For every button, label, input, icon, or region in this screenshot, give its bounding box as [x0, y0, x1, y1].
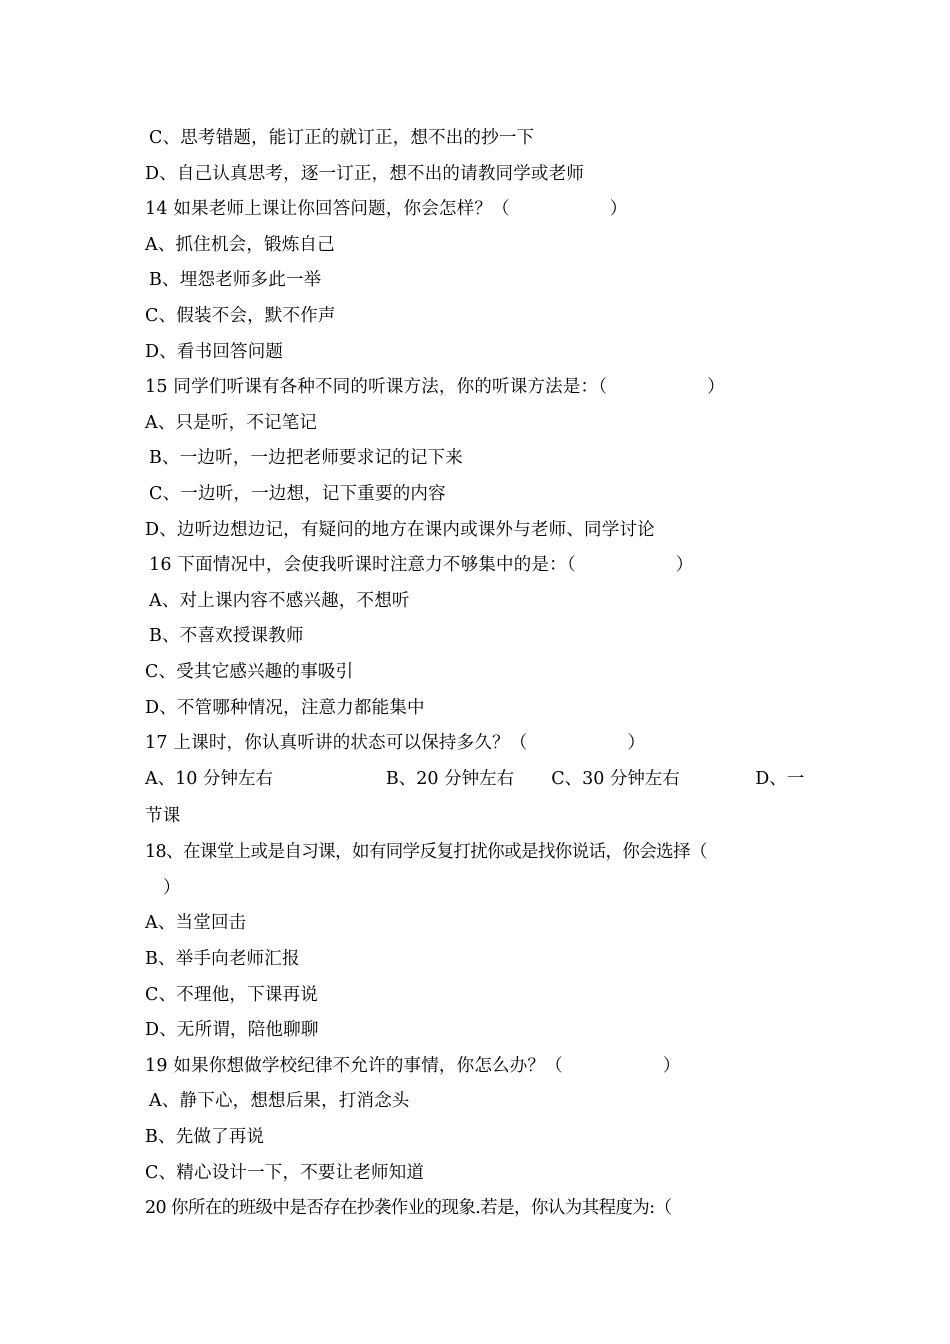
question-20: 20 你所在的班级中是否存在抄袭作业的现象.若是，你认为其程度为:（ — [145, 1198, 672, 1219]
question-17-text: 17 上课时，你认真听讲的状态可以保持多久？（ — [145, 733, 528, 754]
option-19b: B、先做了再说 — [145, 1127, 265, 1148]
question-18-close: ） — [163, 877, 181, 898]
option-16b: B、不喜欢授课教师 — [149, 626, 304, 647]
question-19 — [145, 1049, 815, 1085]
option-13c: C、思考错题，能订正的就订正，想不出的抄一下 — [149, 128, 535, 148]
option-18d: D、无所谓，陪他聊聊 — [145, 1020, 319, 1041]
option-18c: C、不理他，下课再说 — [145, 984, 318, 1005]
option-17d: D、一 — [755, 768, 805, 789]
question-14 — [145, 192, 815, 228]
option-15d: D、边听边想边记，有疑问的地方在课内或课外与老师、同学讨论 — [145, 519, 655, 540]
option-17b: B、20 分钟左右 — [385, 768, 515, 789]
question-17 — [145, 726, 815, 762]
option-13d: D、自己认真思考，逐一订正，想不出的请教同学或老师 — [145, 163, 585, 184]
option-14a: A、抓住机会，锻炼自己 — [145, 234, 335, 255]
question-14-close: ） — [609, 199, 628, 220]
question-15-text: 15 同学们听课有各种不同的听课方法，你的听课方法是：（ — [145, 377, 608, 398]
option-14c: C、假装不会，默不作声 — [145, 305, 336, 326]
question-18: 18、在课堂上或是自习课，如有同学反复打扰你或是找你说话，你会选择（ — [145, 842, 707, 863]
question-19-text: 19 如果你想做学校纪律不允许的事情，你怎么办？（ — [145, 1055, 563, 1076]
question-16-close: ） — [675, 555, 694, 576]
question-16 — [145, 548, 815, 584]
option-17c: C、30 分钟左右 — [551, 768, 680, 789]
option-18b: B、举手向老师汇报 — [145, 949, 300, 970]
option-15b: B、一边听，一边把老师要求记的记下来 — [149, 448, 463, 469]
option-15a: A、只是听，不记笔记 — [145, 412, 318, 433]
question-17-close: ） — [627, 733, 646, 754]
option-18a: A、当堂回击 — [145, 913, 247, 934]
option-19a: A、静下心，想想后果，打消念头 — [149, 1091, 410, 1112]
option-16c: C、受其它感兴趣的事吸引 — [145, 661, 354, 682]
question-17-options — [145, 762, 815, 798]
option-14d: D、看书回答问题 — [145, 341, 284, 362]
question-list — [145, 121, 815, 1227]
option-14b: B、埋怨老师多此一举 — [149, 270, 322, 291]
question-16-text: 16 下面情况中，会使我听课时注意力不够集中的是：（ — [149, 555, 576, 576]
question-19-close: ） — [662, 1055, 681, 1076]
option-17d-continued: 节课 — [145, 806, 181, 827]
question-15 — [145, 370, 815, 406]
question-14-text: 14 如果老师上课让你回答问题，你会怎样？（ — [145, 199, 510, 220]
option-16d: D、不管哪种情况，注意力都能集中 — [145, 697, 425, 718]
option-15c: C、一边听，一边想，记下重要的内容 — [149, 483, 446, 504]
option-19c: C、精心设计一下，不要让老师知道 — [145, 1162, 425, 1183]
question-15-close: ） — [707, 377, 725, 398]
option-16a: A、对上课内容不感兴趣，不想听 — [149, 590, 410, 611]
option-17a: A、10 分钟左右 — [145, 768, 273, 789]
